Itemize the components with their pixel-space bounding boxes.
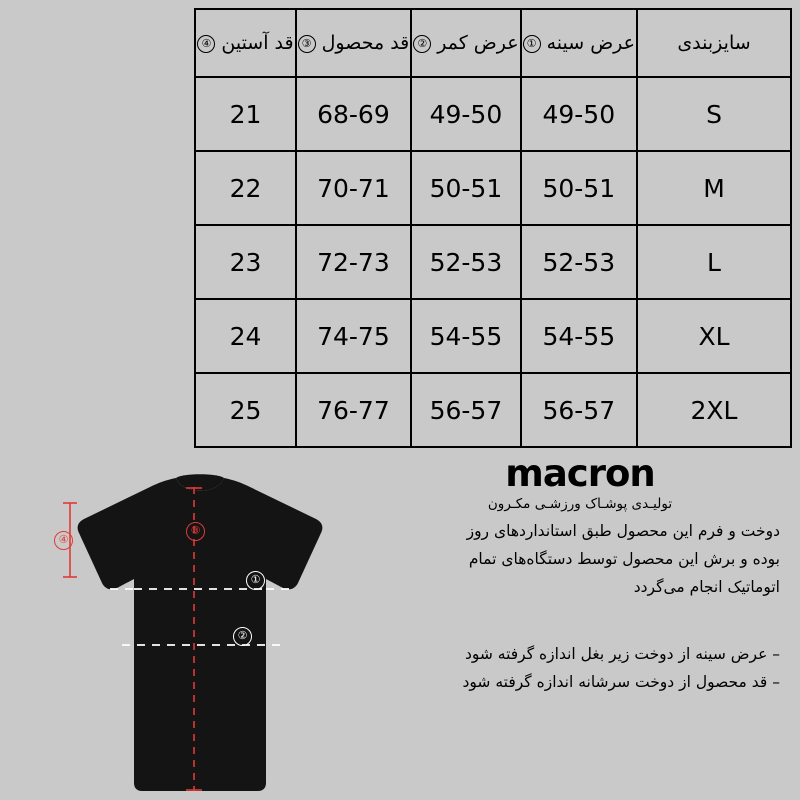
table-body [195, 77, 791, 447]
column-header-length-label: قد محصول [321, 32, 410, 54]
cell-size: S [637, 77, 791, 151]
cell-sleeve: 22 [195, 151, 295, 225]
marker-one-icon: ① [523, 35, 541, 53]
column-header-waist [411, 9, 520, 77]
note-line-1: – عرض سینه از دوخت زیر بغل اندازه گرفته شود [464, 645, 780, 663]
cell-size: L [637, 225, 791, 299]
lower-section [0, 452, 800, 800]
column-header-length [296, 9, 412, 77]
table-header [195, 9, 791, 77]
table-row [195, 77, 791, 151]
description-block [390, 517, 780, 601]
cell-chest: 50-51 [521, 151, 637, 225]
table-row [195, 225, 791, 299]
brand-tagline: تولیـدی پوشـاک ورزشـی مکـرون [487, 496, 673, 512]
table-row [195, 299, 791, 373]
marker-four-icon: ④ [197, 35, 215, 53]
marker-length-icon: ③ [186, 522, 205, 541]
marker-chest-icon: ① [246, 571, 265, 590]
cell-length: 72-73 [296, 225, 412, 299]
description-line-2: بوده و برش این محصول توسط دستگاه‌های تمام [468, 550, 780, 568]
cell-length: 68-69 [296, 77, 412, 151]
brand-block [380, 452, 780, 512]
brand-name: macron [505, 452, 655, 495]
size-table [194, 8, 792, 448]
cell-sleeve: 25 [195, 373, 295, 447]
cell-chest: 54-55 [521, 299, 637, 373]
notes-block [390, 640, 780, 696]
tshirt-illustration [30, 465, 370, 800]
note-line-2: – قد محصول از دوخت سرشانه اندازه گرفته شود [462, 673, 780, 691]
cell-sleeve: 23 [195, 225, 295, 299]
cell-size: XL [637, 299, 791, 373]
cell-chest: 49-50 [521, 77, 637, 151]
cell-waist: 52-53 [411, 225, 520, 299]
cell-sleeve: 24 [195, 299, 295, 373]
cell-sleeve: 21 [195, 77, 295, 151]
cell-chest: 56-57 [521, 373, 637, 447]
marker-sleeve-icon: ④ [54, 531, 73, 550]
cell-waist: 54-55 [411, 299, 520, 373]
cell-length: 70-71 [296, 151, 412, 225]
column-header-size [637, 9, 791, 77]
table-row [195, 373, 791, 447]
marker-three-icon: ③ [298, 35, 316, 53]
tshirt-diagram-svg [30, 465, 370, 800]
description-line-3: اتوماتیک انجام می‌گردد [633, 578, 780, 596]
table-row [195, 151, 791, 225]
marker-waist-icon: ② [233, 627, 252, 646]
column-header-chest [521, 9, 637, 77]
column-header-sleeve-label: قد آستین [221, 32, 294, 54]
cell-size: M [637, 151, 791, 225]
cell-waist: 49-50 [411, 77, 520, 151]
description-line-1: دوخت و فرم این محصول طبق استانداردهای روز [466, 522, 780, 540]
column-header-waist-label: عرض کمر [437, 32, 519, 54]
cell-waist: 50-51 [411, 151, 520, 225]
column-header-chest-label: عرض سینه [546, 32, 635, 54]
marker-two-icon: ② [413, 35, 431, 53]
column-header-sleeve [195, 9, 295, 77]
cell-waist: 56-57 [411, 373, 520, 447]
table-header-row [195, 9, 791, 77]
cell-length: 74-75 [296, 299, 412, 373]
column-header-size-label: سایزبندی [677, 32, 751, 54]
cell-size: 2XL [637, 373, 791, 447]
cell-chest: 52-53 [521, 225, 637, 299]
cell-length: 76-77 [296, 373, 412, 447]
